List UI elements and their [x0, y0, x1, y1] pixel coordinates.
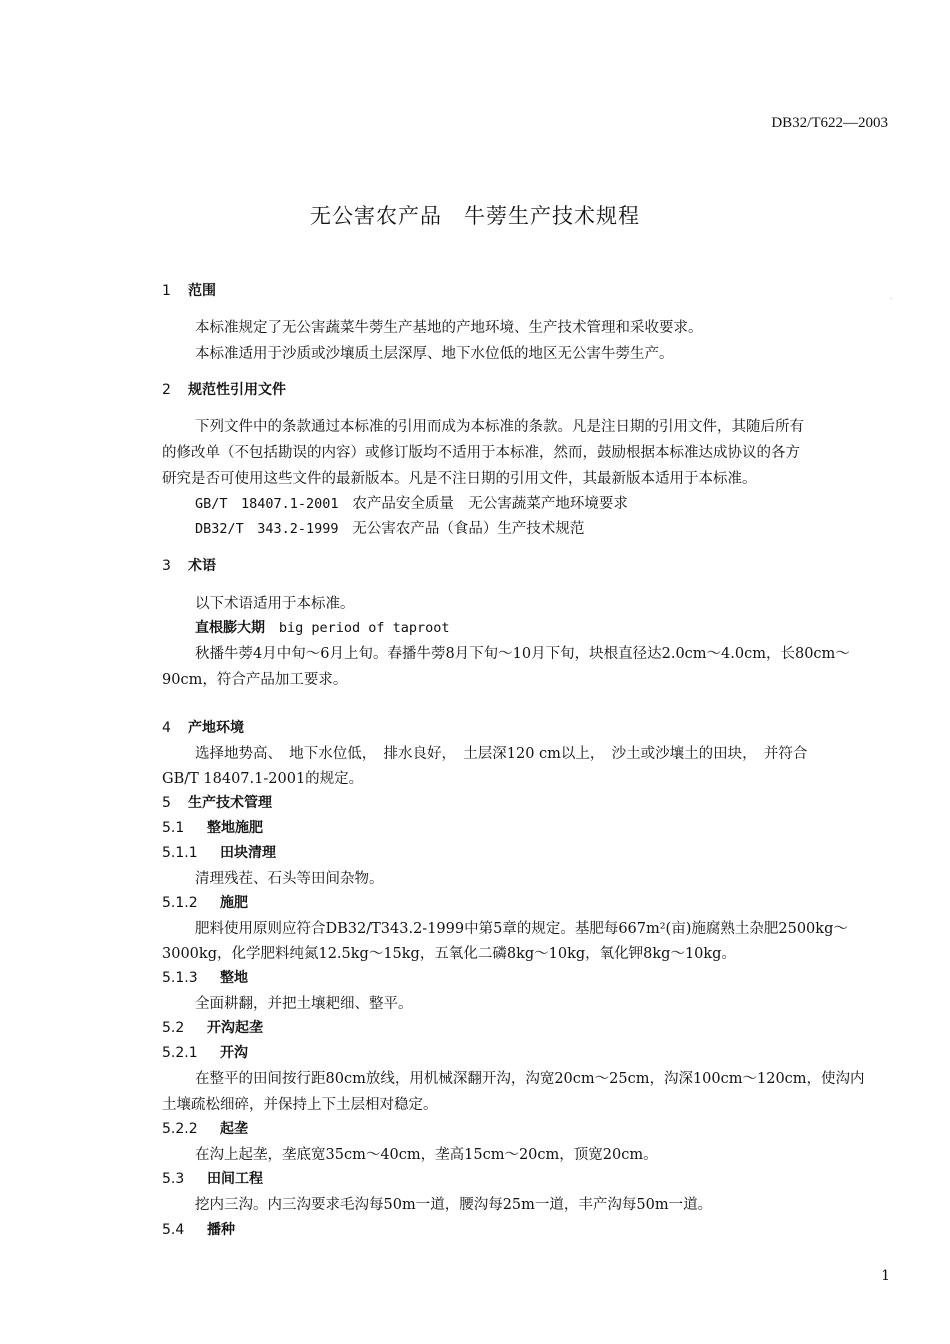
- paragraph-line: 在整平的田间按行距80cm放线，用机械深翻开沟，沟宽20cm～25cm，沟深100cm～120cm，使沟内: [195, 1071, 865, 1087]
- paragraph: 挖内三沟。内三沟要求毛沟每50m一道，腰沟每25m一道，丰产沟每50m一道。: [195, 1197, 713, 1213]
- section-number: 5.3: [162, 1171, 185, 1187]
- section-1-heading: [162, 280, 216, 300]
- section-title: 开沟起垄: [207, 1020, 263, 1036]
- subsection-5-1-2-heading: [162, 892, 248, 912]
- paragraph-line: 选择地势高、 地下水位低， 排水良好， 土层深120 cm以上， 沙土或沙壤土的田块， 并符合: [195, 746, 808, 762]
- section-title: 术语: [188, 558, 216, 574]
- paragraph: 全面耕翻，并把土壤耙细、整平。: [195, 996, 413, 1012]
- section-number: 5.2.2: [162, 1121, 198, 1137]
- section-title: 生产技术管理: [188, 795, 272, 811]
- section-number: 2: [162, 382, 171, 398]
- section-number: 5.1.3: [162, 970, 198, 986]
- reference-2: [195, 517, 584, 538]
- section-title: 田间工程: [207, 1171, 263, 1187]
- paragraph: 本标准适用于沙质或沙壤质土层深厚、地下水位低的地区无公害牛蒡生产。: [195, 346, 674, 362]
- reference-code: GB/T 18407.1-2001: [195, 496, 339, 512]
- paragraph-line: 3000kg，化学肥料纯氮12.5kg～15kg，五氧化二磷8kg～10kg，氧化钾8kg～10kg。: [162, 946, 736, 962]
- section-title: 开沟: [220, 1045, 248, 1061]
- paragraph-line: 土壤疏松细碎，并保持上下土层相对稳定。: [162, 1097, 438, 1113]
- section-title: 规范性引用文件: [188, 382, 286, 398]
- paragraph: 以下术语适用于本标准。: [195, 596, 355, 612]
- paragraph: 本标准规定了无公害蔬菜牛蒡生产基地的产地环境、生产技术管理和采收要求。: [195, 320, 703, 336]
- section-2-heading: [162, 379, 286, 399]
- term-chinese: 直根膨大期: [195, 620, 265, 636]
- paragraph-line: GB/T 18407.1-2001的规定。: [162, 771, 364, 787]
- subsection-5-3-heading: [162, 1168, 263, 1188]
- subsection-5-1-3-heading: [162, 967, 248, 987]
- section-number: 4: [162, 720, 171, 736]
- definition-line: 秋播牛蒡4月中旬～6月上旬。春播牛蒡8月下旬～10月下旬，块根直径达2.0cm～4.0cm，长80cm～: [195, 646, 850, 662]
- section-4-heading: [162, 717, 244, 737]
- section-number: 5: [162, 795, 171, 811]
- reference-title: 农产品安全质量 无公害蔬菜产地环境要求: [352, 496, 628, 512]
- section-title: 起垄: [220, 1121, 248, 1137]
- section-number: 5.1.2: [162, 895, 198, 911]
- subsection-5-1-1-heading: [162, 842, 276, 862]
- subsection-5-2-1-heading: [162, 1042, 248, 1062]
- section-title: 田块清理: [220, 845, 276, 861]
- reference-title: 无公害农产品（食品）生产技术规范: [352, 521, 585, 537]
- scan-mark: ·: [890, 296, 892, 303]
- reference-1: [195, 492, 628, 513]
- section-title: 整地: [220, 970, 248, 986]
- term-english: big period of taproot: [278, 620, 450, 636]
- standard-code: DB32/T622—2003: [771, 115, 888, 131]
- section-5-heading: [162, 792, 272, 812]
- section-title: 整地施肥: [207, 820, 263, 836]
- paragraph-line: 的修改单（不包括勘误的内容）或修订版均不适用于本标准，然而，鼓励根据本标准达成协议的各方: [162, 445, 800, 461]
- section-number: 1: [162, 283, 171, 299]
- paragraph-line: 肥料使用原则应符合DB32/T343.2-1999中第5章的规定。基肥每667m²(亩)施腐熟土杂肥2500kg～: [195, 921, 848, 937]
- section-number: 5.2.1: [162, 1045, 198, 1061]
- section-number: 3: [162, 558, 171, 574]
- reference-code: DB32/T 343.2-1999: [195, 521, 339, 537]
- document-title: 无公害农产品 牛蒡生产技术规程: [310, 204, 640, 228]
- subsection-5-1-heading: [162, 817, 263, 837]
- paragraph: 在沟上起垄，垄底宽35cm～40cm，垄高15cm～20cm，顶宽20cm。: [195, 1147, 658, 1163]
- subsection-5-4-heading: [162, 1219, 235, 1239]
- section-title: 产地环境: [188, 720, 244, 736]
- section-3-heading: [162, 555, 216, 575]
- section-number: 5.2: [162, 1020, 185, 1036]
- section-title: 播种: [207, 1222, 235, 1238]
- section-number: 5.1: [162, 820, 185, 836]
- section-number: 5.4: [162, 1222, 185, 1238]
- page-number: 1: [881, 1268, 890, 1284]
- section-number: 5.1.1: [162, 845, 198, 861]
- definition-line: 90cm，符合产品加工要求。: [162, 672, 348, 688]
- section-title: 范围: [188, 283, 216, 299]
- paragraph-line: 下列文件中的条款通过本标准的引用而成为本标准的条款。凡是注日期的引用文件，其随后所有: [195, 419, 804, 435]
- subsection-5-2-2-heading: [162, 1118, 248, 1138]
- section-title: 施肥: [220, 895, 248, 911]
- paragraph-line: 研究是否可使用这些文件的最新版本。凡是不注日期的引用文件，其最新版本适用于本标准。: [162, 471, 757, 487]
- term-entry: [195, 617, 450, 637]
- subsection-5-2-heading: [162, 1017, 263, 1037]
- paragraph: 清理残茬、石头等田间杂物。: [195, 871, 384, 887]
